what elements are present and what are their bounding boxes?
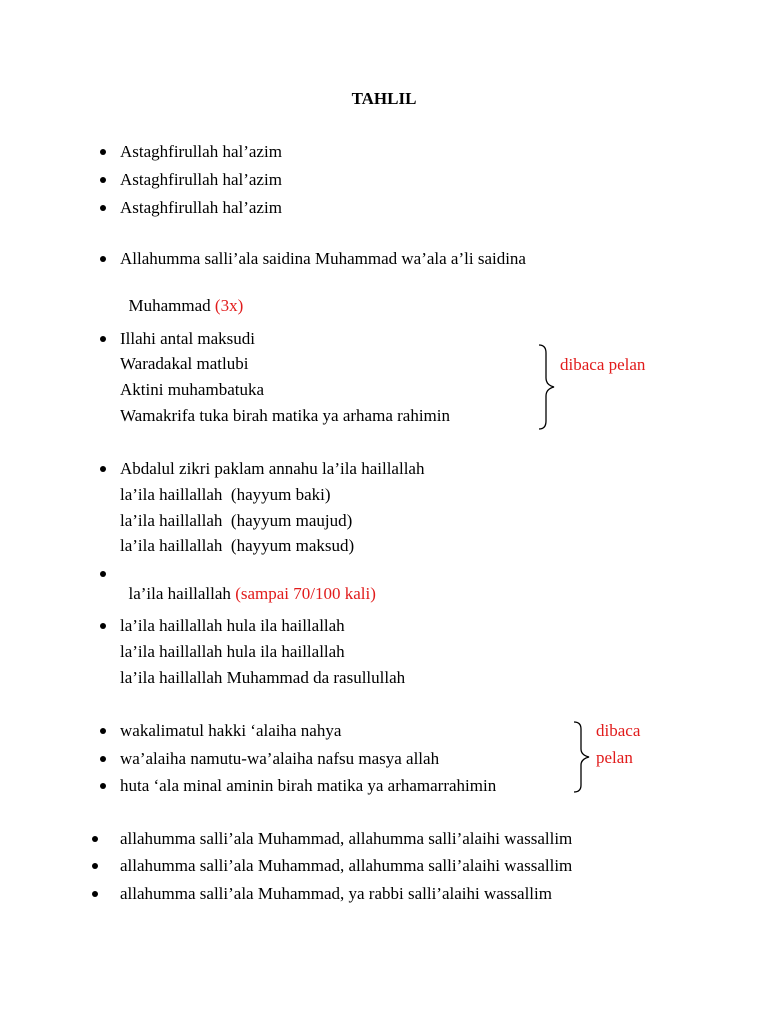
bullet-icon [100, 177, 106, 183]
list-item-continuation: la’ila haillallah hula ila haillallah [120, 642, 345, 661]
list-item: wakalimatul hakki ‘alaiha nahya [120, 721, 342, 740]
list-item-continuation: Aktini muhambatuka [120, 380, 265, 399]
list-item-text: Muhammad [128, 296, 211, 315]
right-brace-icon [536, 344, 556, 430]
list-item: Astaghfirullah hal’azim [120, 170, 282, 189]
reading-note: dibaca pelan [560, 355, 646, 374]
list-item: allahumma salli’ala Muhammad, ya rabbi salli’alaihi wassallim [120, 884, 552, 903]
list-item: Astaghfirullah hal’azim [120, 198, 282, 217]
page-title: TAHLIL [351, 89, 417, 108]
list-item: huta ‘ala minal aminin birah matika ya arhamarrahimin [120, 776, 497, 795]
bullet-icon [100, 623, 106, 629]
bullet-icon [100, 149, 106, 155]
reading-note: pelan [596, 748, 633, 767]
list-item: allahumma salli’ala Muhammad, allahumma salli’alaihi wassallim [120, 829, 573, 848]
bullet-icon [100, 571, 106, 577]
list-item-continuation: la’ila haillallah (hayyum maksud) [120, 536, 355, 555]
list-item: Abdalul zikri paklam annahu la’ila haillallah [120, 459, 425, 478]
reading-note: dibaca [596, 721, 641, 740]
repeat-note: (3x) [214, 296, 244, 315]
list-item-continuation [120, 276, 243, 316]
list-item: allahumma salli’ala Muhammad, allahumma salli’alaihi wassallim [120, 856, 573, 875]
list-item: Allahumma salli’ala saidina Muhammad wa’ala a’li saidina [120, 249, 526, 268]
bullet-icon [92, 836, 98, 842]
bullet-icon [100, 205, 106, 211]
bullet-icon [100, 783, 106, 789]
list-item-text: la’ila haillallah [128, 584, 231, 603]
bullet-icon [92, 891, 98, 897]
list-item-continuation: la’ila haillallah (hayyum maujud) [120, 511, 353, 530]
list-item: Illahi antal maksudi [120, 329, 256, 348]
list-item: Astaghfirullah hal’azim [120, 142, 282, 161]
list-item-continuation: la’ila haillallah (hayyum baki) [120, 485, 331, 504]
bullet-icon [92, 863, 98, 869]
list-item-continuation: la’ila haillallah Muhammad da rasullullah [120, 668, 406, 687]
list-item-continuation: Wamakrifa tuka birah matika ya arhama rahimin [120, 406, 450, 425]
list-item [120, 564, 376, 604]
bullet-icon [100, 728, 106, 734]
bullet-icon [100, 756, 106, 762]
bullet-icon [100, 256, 106, 262]
list-item: la’ila haillallah hula ila haillallah [120, 616, 345, 635]
bullet-icon [100, 466, 106, 472]
list-item-continuation: Waradakal matlubi [120, 354, 249, 373]
repeat-note: (sampai 70/100 kali) [235, 584, 376, 603]
bullet-icon [100, 336, 106, 342]
right-brace-icon [571, 721, 591, 793]
list-item: wa’alaiha namutu-wa’alaiha nafsu masya allah [120, 749, 440, 768]
